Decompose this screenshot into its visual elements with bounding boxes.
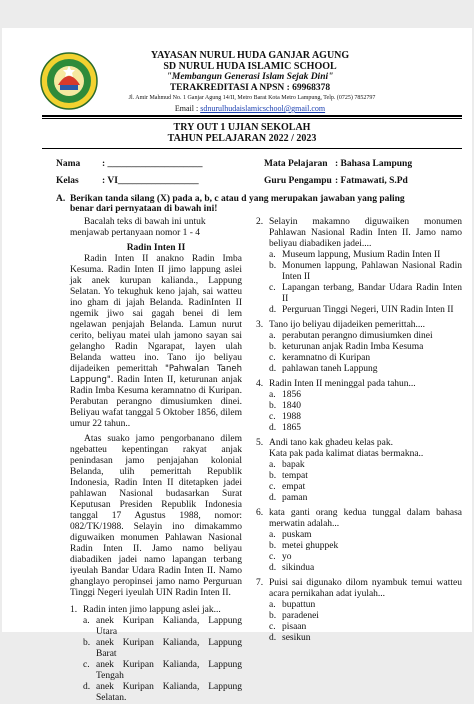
school-logo: [40, 52, 98, 110]
option-text: yo: [282, 552, 292, 562]
option-text: empat: [282, 482, 306, 492]
option-d[interactable]: [83, 682, 242, 704]
option-key: a.: [269, 331, 276, 341]
option-key: d.: [269, 364, 277, 374]
option-key: b.: [269, 261, 277, 271]
question-number: 4.: [256, 379, 264, 389]
paragraph-1-rest: Radin Inten II, keturunan anjak Radin Imba Kesuma keramnatno di Kuripan. Perabutan perangno dimusiumken dinei. Beliyau wafat tanggal 5 Oktober 1856, dilem umur 22 tahun..: [70, 375, 243, 429]
question-text: Tano ijo beliyau dijadeiken pemerittah....: [269, 320, 426, 330]
kelas-field[interactable]: : VI_________________: [102, 176, 199, 186]
option-text: paman: [282, 493, 308, 503]
left-column: [70, 217, 242, 704]
passage-paragraph-2: Atas suako jamo pengorbanano dilem ngebatteu kepentingan rakyat anjak penindasan jamo penjajahan kolonial Belanda, ulih pemerittah Republik Indonesia, Radin Inten II ditetapken jadei pahlawan Nasional budasarkan Surat Keputusan Presiden Republik Indonesia tanggal 17 Agustus 1988, nomor: 082/TK/1988. Selayin ino dimakammo diguwaiken monumen Pahlawan Nasional Radin Inten II. Jamo namo beliyau diabadiken jadei namo lapangan terbang iyeulah Bandar Udara Radin Inten II. Namo ghanglayo peropinsei jamo namo Perguruan Tinggi Negeri iyeulah UIN Radin Inten II.: [70, 434, 242, 598]
option-key: d.: [269, 493, 277, 503]
option-a[interactable]: [83, 616, 242, 638]
nama-label: Nama: [56, 159, 81, 169]
option-text: anek Kuripan Kalianda, Lappung Utara: [96, 616, 242, 637]
option-c[interactable]: [269, 353, 462, 364]
option-b[interactable]: [269, 342, 462, 353]
option-key: a.: [269, 460, 276, 470]
option-a[interactable]: [269, 600, 462, 611]
option-text: anek Kuripan Kalianda, Lappung Selatan.: [96, 682, 242, 703]
option-a[interactable]: [269, 331, 462, 342]
exam-divider: [42, 148, 462, 149]
question-line-1: Andi tano kak ghadeu kelas pak.: [269, 438, 393, 448]
option-a[interactable]: [269, 250, 462, 261]
option-key: a.: [83, 616, 90, 626]
option-key: b.: [269, 611, 277, 621]
question-text: Puisi sai digunako dilom nyambuk temui watteu acara pernikahan adat iyulah...: [269, 578, 462, 599]
passage-paragraph-1: Radin Inten II anakno Radin Imba Kesuma. Radin Inten II jimo lappung aslei jak anek kurupan kalianda., Lappung Selatan. Yo tekughuk keno jajah, sai watteu ino gham di jajah Belanda. RadinInten II ngemik jiwo sai gagah benei di lem ngelawan penjajah Belanda. Lamun nurut cerito, beliyau matei ulah jamono sayan sai gelangho Radin Ngarapat, layen ulah Belanda watteu ino. Tano ijo beliyau dijadeiken pemerittah "Pahwalan Taneh Lappung". Radin Inten II, keturunan anjak Radin Imba Kesuma keramnatno di Kuripan. Perabutan perangno dimusiumken dinei. Beliyau wafat tanggal 5 Oktober 1856, dilem umur 22 tahun..: [70, 254, 243, 429]
question-number: 5.: [256, 438, 264, 448]
guru-value: : Fatmawati, S.Pd: [335, 176, 408, 186]
option-c[interactable]: [269, 412, 462, 423]
option-key: c.: [269, 353, 276, 363]
foundation-name: YAYASAN NURUL HUDA GANJAR AGUNG: [150, 50, 350, 61]
option-text: sesikun: [282, 633, 311, 643]
option-b[interactable]: [269, 261, 462, 283]
option-a[interactable]: [269, 390, 462, 401]
option-key: b.: [269, 342, 277, 352]
kelas-label: Kelas: [56, 176, 79, 186]
exam-year: TAHUN PELAJARAN 2022 / 2023: [167, 133, 317, 144]
question-1: [70, 605, 242, 704]
mapel-label: Mata Pelajaran: [264, 159, 328, 169]
question-text: Radin inten jimo lappung aslei jak...: [83, 605, 221, 615]
option-text: anek Kuripan Kalianda, Lappung Tengah: [96, 660, 242, 681]
option-text: perabutan perangno dimusiumken dinei: [282, 331, 433, 341]
option-key: a.: [269, 390, 276, 400]
option-key: b.: [269, 541, 277, 551]
option-text: puskam: [282, 530, 312, 540]
instruction-line-1: Berikan tanda silang (X) pada a, b, c atau d yang merupakan jawaban yang paling: [70, 194, 405, 204]
option-c[interactable]: [83, 660, 242, 682]
passage-title: Radin Inten II: [126, 243, 186, 253]
option-c[interactable]: [269, 622, 462, 633]
school-motto: "Membangun Generasi Islam Sejak Dini": [166, 72, 334, 82]
question-number: 3.: [256, 320, 264, 330]
email-link[interactable]: sdnurulhudaislamicschool@gmail.com: [200, 104, 326, 113]
option-key: a.: [269, 530, 276, 540]
nama-field[interactable]: : ____________________: [102, 159, 203, 169]
question-5: [256, 438, 462, 504]
option-key: d.: [269, 423, 277, 433]
option-key: a.: [269, 600, 276, 610]
question-text: [269, 438, 462, 460]
option-d[interactable]: [269, 633, 462, 644]
option-c[interactable]: [269, 482, 462, 493]
option-b[interactable]: [269, 611, 462, 622]
option-text: 1988: [282, 412, 301, 422]
header-divider-thick: [42, 115, 462, 117]
option-text: keramnatno di Kuripan: [282, 353, 371, 363]
question-number: 7.: [256, 578, 264, 588]
option-text: Monumen lappung, Pahlawan Nasional Radin Inten II: [282, 261, 462, 282]
option-key: b.: [83, 638, 91, 648]
option-text: Museum lappung, Musium Radin Inten II: [282, 250, 441, 260]
section-a-instruction: [70, 194, 460, 214]
question-7: [256, 578, 462, 644]
option-b[interactable]: [83, 638, 242, 660]
option-text: pisaan: [282, 622, 307, 632]
option-text: tempat: [282, 471, 308, 481]
option-text: anek Kuripan Kalianda, Lappung Barat: [96, 638, 242, 659]
option-a[interactable]: [269, 530, 462, 541]
option-d[interactable]: [269, 563, 462, 574]
instruction-line-2: benar dari pernyataan di bawah ini!: [70, 204, 218, 214]
exam-title: TRY OUT 1 UJIAN SEKOLAH: [173, 122, 311, 133]
option-key: d.: [269, 563, 277, 573]
school-name: SD NURUL HUDA ISLAMIC SCHOOL: [163, 61, 337, 72]
option-key: c.: [269, 283, 276, 293]
school-email-line: [100, 104, 400, 113]
option-text: 1840: [282, 401, 301, 411]
question-2: [256, 217, 462, 316]
email-label: Email :: [174, 104, 201, 113]
option-key: c.: [269, 482, 276, 492]
question-text: Selayin makamno diguwaiken monumen Pahlawan Nasional Radin Inten II. Jamo namo beliyau diabadiken jadei....: [269, 217, 462, 249]
option-text: 1865: [282, 423, 301, 433]
option-b[interactable]: [269, 401, 462, 412]
option-key: a.: [269, 250, 276, 260]
option-key: d.: [269, 305, 277, 315]
option-b[interactable]: [269, 471, 462, 482]
reading-instruction: Bacalah teks di bawah ini untuk menjawab pertanyaan nomor 1 - 4: [70, 217, 206, 238]
question-number: 6.: [256, 508, 264, 518]
guru-label: Guru Pengampu: [264, 176, 332, 186]
option-text: 1856: [282, 390, 301, 400]
section-a-label: A.: [56, 194, 66, 204]
question-text: kata ganti orang kedua tunggal dalam bahasa merwatin adalah...: [269, 508, 462, 529]
question-number: 2.: [256, 217, 264, 227]
header-divider-thin: [42, 118, 462, 119]
option-d[interactable]: [269, 423, 462, 434]
option-text: sikindua: [282, 563, 315, 573]
question-6: [256, 508, 462, 574]
question-text: Radin Inten II meninggal pada tahun...: [269, 379, 416, 389]
option-text: Lapangan terbang, Bandar Udara Radin Inten II: [282, 283, 462, 304]
option-d[interactable]: [269, 364, 462, 375]
exam-page: [2, 28, 472, 703]
option-key: c.: [269, 622, 276, 632]
option-a[interactable]: [269, 460, 462, 471]
paragraph-1-text: Radin Inten II anakno Radin Imba Kesuma. Radin Inten II jimo lappung aslei jak anek kurupan kalianda., Lappung Selatan. Yo tekughuk keno jajah, sai watteu ino gham di jajah Belanda. RadinInten II ngemik jiwo sai gagah benei di lem ngelawan penjajah Belanda. Lamun nurut cerito, beliyau matei ulah jamono sayan sai gelangho Radin Ngarapat, layen ulah Belanda watteu ino. Tano ijo beliyau dijadeiken pemerittah: [70, 254, 242, 374]
option-c[interactable]: [269, 283, 462, 305]
option-text: Perguruan Tinggi Negeri, UIN Radin Inten II: [282, 305, 454, 315]
option-c[interactable]: [269, 552, 462, 563]
question-3: [256, 320, 462, 375]
option-text: keturunan anjak Radin Imba Kesuma: [282, 342, 424, 352]
option-key: c.: [269, 552, 276, 562]
option-key: b.: [269, 401, 277, 411]
option-key: d.: [83, 682, 91, 692]
school-address: Jl. Amir Mahmud No. 1 Ganjar Agung 14/II, Metro Barat Kota Metro Lampung, Telp. (0725) 7852797: [128, 95, 376, 101]
option-text: paradenei: [282, 611, 319, 621]
mapel-value: : Bahasa Lampung: [335, 159, 413, 169]
option-text: pahlawan taneh Lappung: [282, 364, 378, 374]
question-4: [256, 379, 462, 434]
option-text: bapak: [282, 460, 305, 470]
option-key: d.: [269, 633, 277, 643]
option-text: bupattun: [282, 600, 316, 610]
option-key: c.: [83, 660, 90, 670]
handwritten-note: "Pahwalan Taneh Lappung": [70, 364, 242, 385]
option-text: metei ghuppek: [282, 541, 339, 551]
option-b[interactable]: [269, 541, 462, 552]
right-column: [256, 217, 462, 644]
option-key: c.: [269, 412, 276, 422]
question-line-2: Kata pak pada kalimat diatas bermakna..: [269, 449, 424, 459]
option-d[interactable]: [269, 305, 462, 316]
option-d[interactable]: [269, 493, 462, 504]
option-key: b.: [269, 471, 277, 481]
school-accreditation: TERAKREDITASI A NPSN : 69968378: [169, 83, 331, 93]
question-number: 1.: [70, 605, 78, 615]
